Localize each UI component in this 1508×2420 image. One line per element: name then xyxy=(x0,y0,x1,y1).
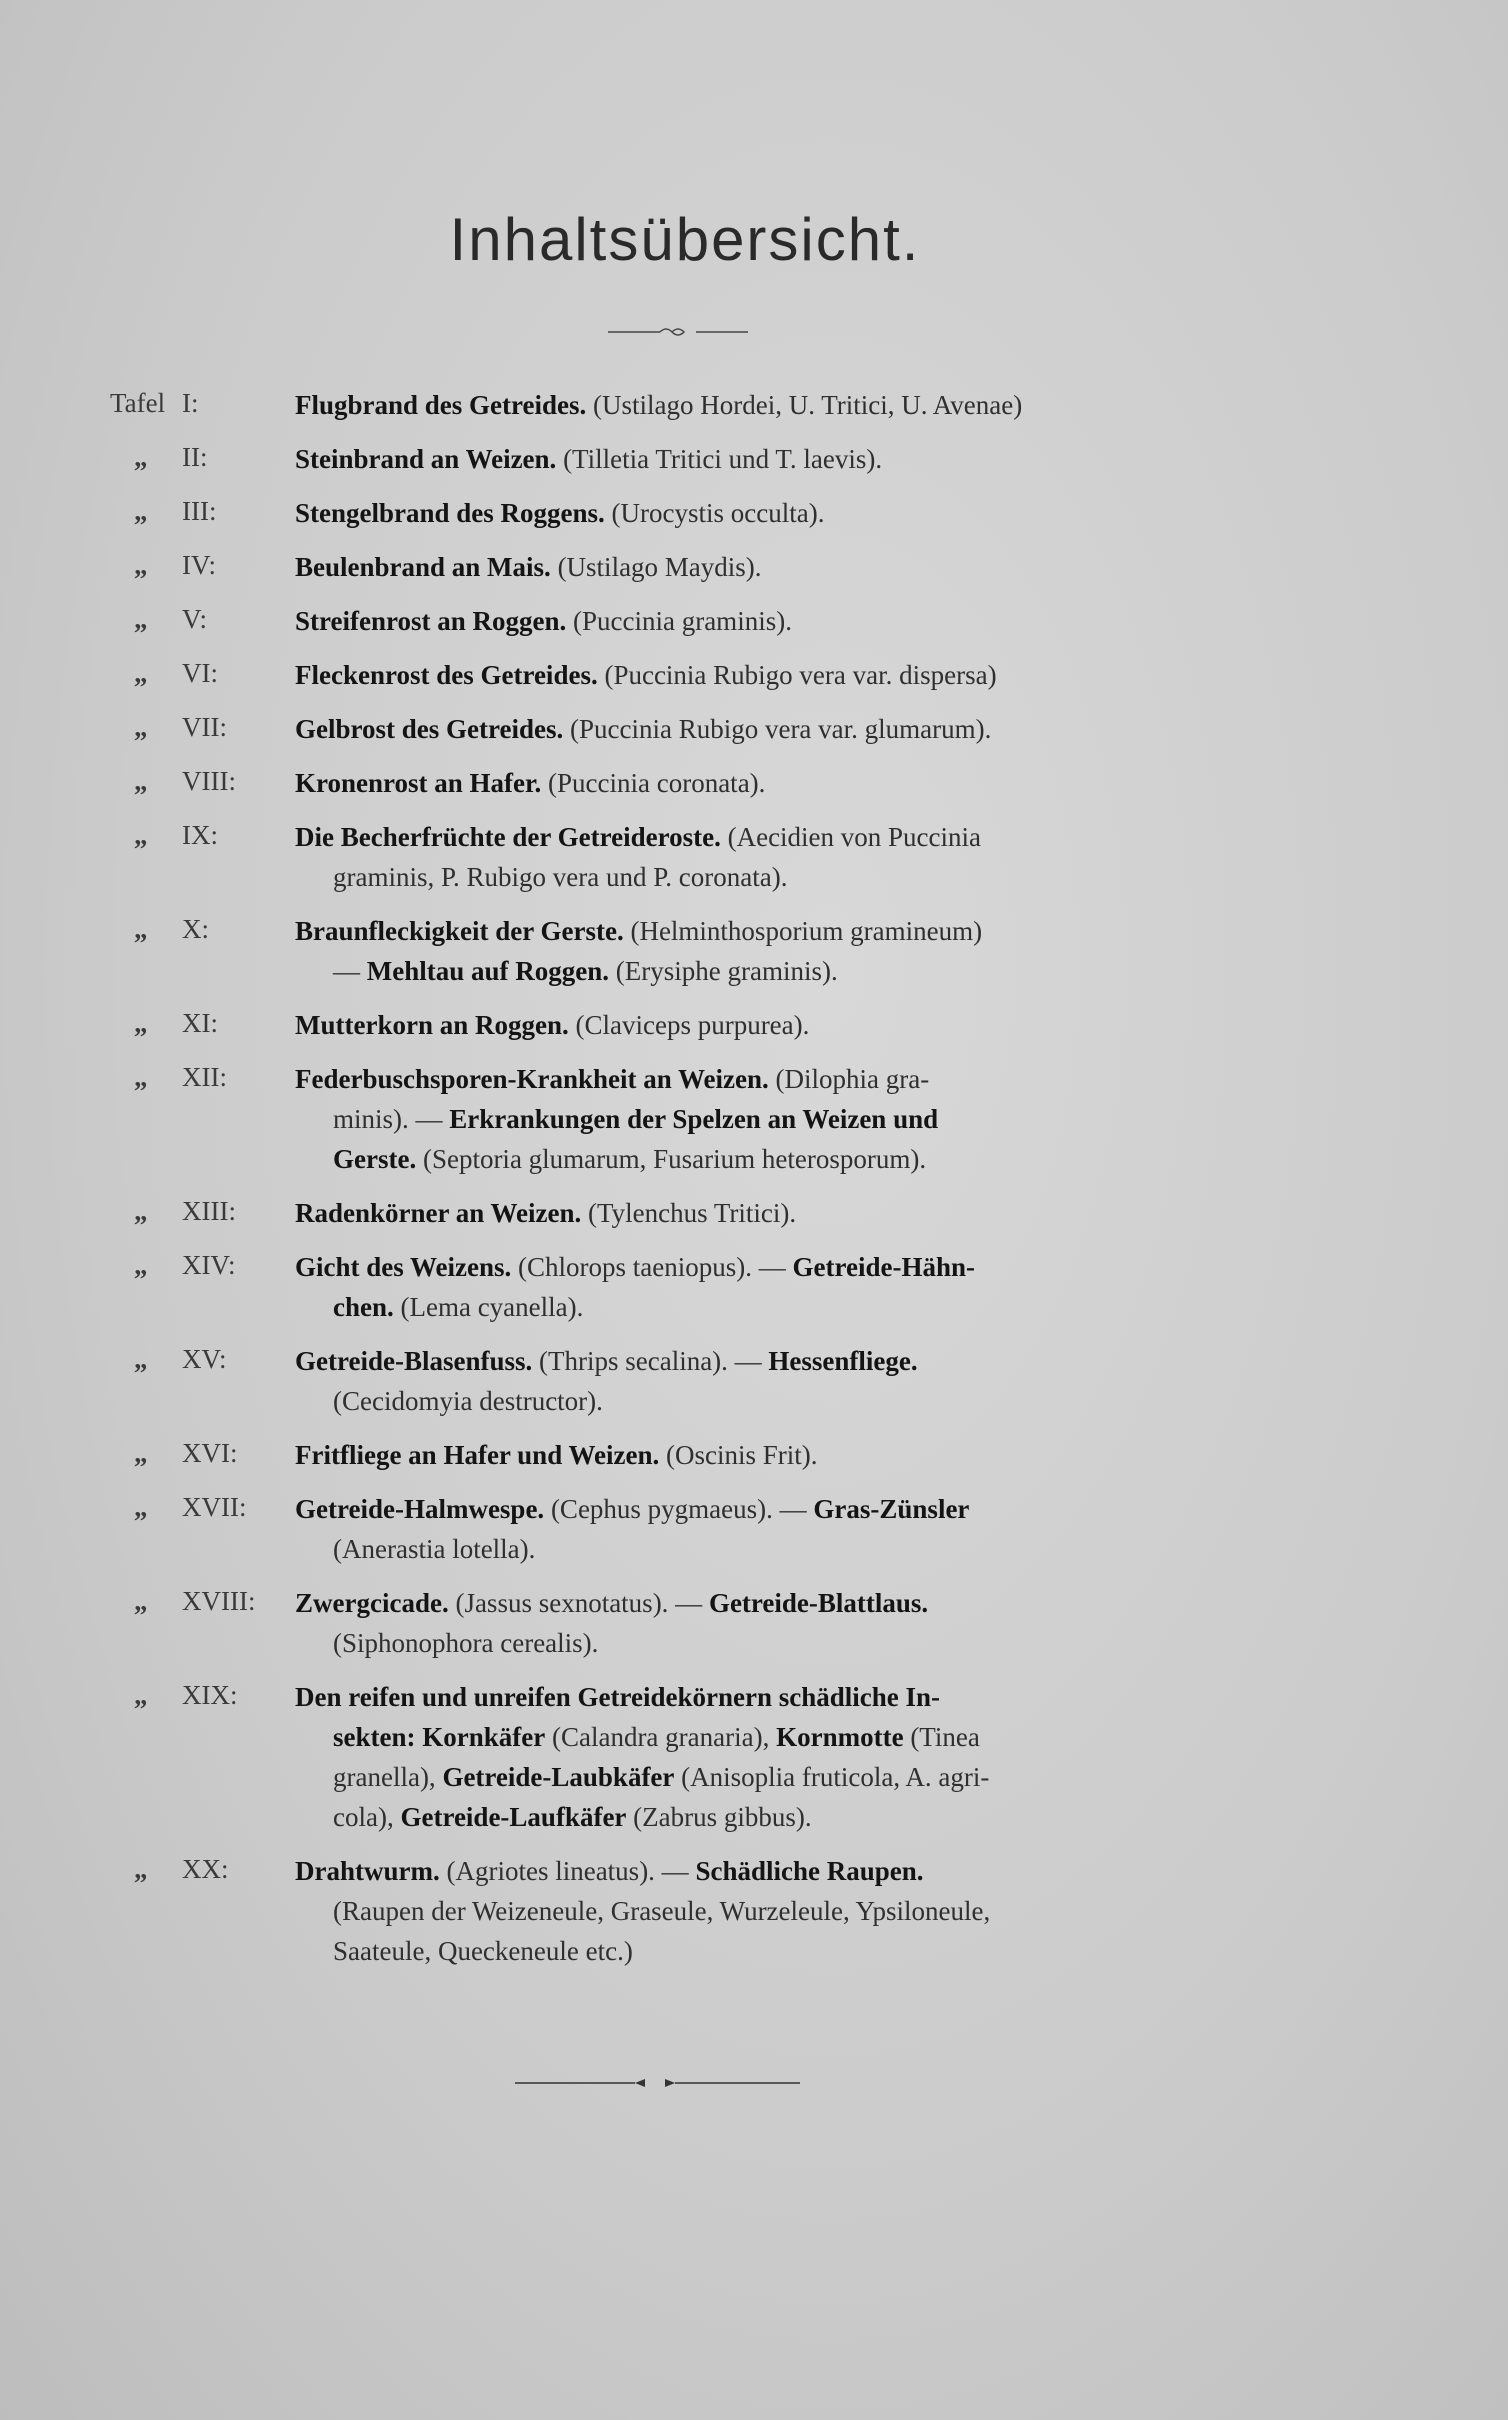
plate-roman-numeral: XIII: xyxy=(182,1196,236,1226)
ditto-mark: „ xyxy=(134,1680,148,1710)
entry-detail: (Zabrus gibbus). xyxy=(626,1802,812,1832)
ditto-mark: „ xyxy=(134,712,148,742)
entry-line xyxy=(295,1529,1260,1569)
entry-detail: — xyxy=(333,956,367,986)
toc-entry xyxy=(110,601,1260,641)
entry-heading: Flugbrand des Getreides. xyxy=(295,390,587,420)
plate-number xyxy=(110,493,280,529)
entry-detail: (Anisoplia fruticola, A. agri- xyxy=(674,1762,990,1792)
toc-entry xyxy=(110,1677,1260,1837)
entry-heading: chen. xyxy=(333,1292,394,1322)
toc-entry xyxy=(110,1247,1260,1327)
entry-text xyxy=(295,1583,1260,1663)
entry-line xyxy=(295,1677,1260,1717)
entry-heading: Hessenfliege. xyxy=(768,1346,918,1376)
entry-heading: Braunfleckigkeit der Gerste. xyxy=(295,916,624,946)
entry-heading: Mutterkorn an Roggen. xyxy=(295,1010,569,1040)
plate-number xyxy=(110,1193,280,1229)
table-of-contents xyxy=(110,385,1260,1971)
entry-text xyxy=(295,493,1260,533)
entry-line xyxy=(295,493,1260,533)
entry-detail: (Lema cyanella). xyxy=(393,1292,584,1322)
entry-detail: (Dilophia gra- xyxy=(768,1064,930,1094)
plate-roman-numeral: XVII: xyxy=(182,1492,247,1522)
plate-roman-numeral: XX: xyxy=(182,1854,229,1884)
ditto-mark: „ xyxy=(134,442,148,472)
ditto-mark: „ xyxy=(134,1586,148,1616)
plate-roman-numeral: XII: xyxy=(182,1062,227,1092)
entry-detail: (Puccinia Rubigo vera var. glumarum). xyxy=(563,714,992,744)
entry-heading: Stengelbrand des Roggens. xyxy=(295,498,605,528)
entry-detail: (Cephus pygmaeus). — xyxy=(544,1494,814,1524)
entry-detail: granella), xyxy=(333,1762,443,1792)
entry-detail: (Erysiphe graminis). xyxy=(609,956,838,986)
plate-number xyxy=(110,911,280,947)
plate-number xyxy=(110,1247,280,1283)
entry-heading: Drahtwurm. xyxy=(295,1856,440,1886)
entry-detail: (Thrips secalina). — xyxy=(532,1346,769,1376)
entry-heading: Getreide-Laubkäfer xyxy=(442,1762,675,1792)
toc-entry xyxy=(110,1059,1260,1179)
entry-detail: (Agriotes lineatus). — xyxy=(439,1856,696,1886)
plate-roman-numeral: VII: xyxy=(182,712,227,742)
entry-line xyxy=(295,439,1260,479)
plate-number xyxy=(110,1341,280,1377)
entry-line xyxy=(295,857,1260,897)
ditto-mark: „ xyxy=(134,1062,148,1092)
ditto-mark: „ xyxy=(134,550,148,580)
entry-line xyxy=(295,1099,1260,1139)
entry-line xyxy=(295,1931,1260,1971)
toc-entry xyxy=(110,709,1260,749)
entry-heading: Beulenbrand an Mais. xyxy=(295,552,551,582)
entry-detail: cola), xyxy=(333,1802,401,1832)
entry-heading: Die Becherfrüchte der Getreideroste. xyxy=(295,822,721,852)
entry-line xyxy=(295,1851,1260,1891)
toc-entry xyxy=(110,911,1260,991)
ditto-mark: „ xyxy=(134,1344,148,1374)
entry-line xyxy=(295,1435,1260,1475)
plate-number xyxy=(110,547,280,583)
plate-number xyxy=(110,1583,280,1619)
toc-entry xyxy=(110,655,1260,695)
plate-roman-numeral: XV: xyxy=(182,1344,227,1374)
toc-entry xyxy=(110,493,1260,533)
toc-entry xyxy=(110,1005,1260,1045)
entry-detail: (Puccinia graminis). xyxy=(566,606,792,636)
ditto-mark: „ xyxy=(134,1196,148,1226)
entry-heading: Zwergcicade. xyxy=(295,1588,449,1618)
entry-heading: Getreide-Blasenfuss. xyxy=(295,1346,533,1376)
end-ornament xyxy=(515,2073,800,2093)
entry-text xyxy=(295,1193,1260,1233)
toc-entry xyxy=(110,763,1260,803)
entry-heading: Getreide-Halmwespe. xyxy=(295,1494,545,1524)
entry-line xyxy=(295,1717,1260,1757)
entry-line xyxy=(295,1583,1260,1623)
toc-entry xyxy=(110,1341,1260,1421)
entry-line xyxy=(295,911,1260,951)
entry-text xyxy=(295,817,1260,897)
entry-detail: (Chlorops taeniopus). — xyxy=(511,1252,793,1282)
entry-heading: Gelbrost des Getreides. xyxy=(295,714,564,744)
entry-line xyxy=(295,385,1260,425)
entry-text xyxy=(295,1341,1260,1421)
entry-detail: (Aecidien von Puccinia xyxy=(720,822,982,852)
plate-roman-numeral: IV: xyxy=(182,550,216,580)
entry-line xyxy=(295,1287,1260,1327)
entry-text xyxy=(295,1851,1260,1971)
tafel-label: Tafel xyxy=(110,388,166,418)
plate-number xyxy=(110,1005,280,1041)
entry-line xyxy=(295,1247,1260,1287)
plate-number xyxy=(110,1059,280,1095)
entry-text xyxy=(295,1247,1260,1327)
entry-heading: Streifenrost an Roggen. xyxy=(295,606,567,636)
toc-entry xyxy=(110,1489,1260,1569)
entry-line xyxy=(295,1797,1260,1837)
entry-detail: Saateule, Queckeneule etc.) xyxy=(333,1936,633,1966)
toc-entry xyxy=(110,439,1260,479)
entry-text xyxy=(295,911,1260,991)
entry-line xyxy=(295,1623,1260,1663)
plate-roman-numeral: X: xyxy=(182,914,209,944)
plate-roman-numeral: VIII: xyxy=(182,766,236,796)
plate-number xyxy=(110,817,280,853)
entry-detail: (Helminthosporium gramineum) xyxy=(623,916,983,946)
entry-text xyxy=(295,385,1260,425)
entry-line xyxy=(295,1757,1260,1797)
entry-detail: (Tilletia Tritici und T. laevis). xyxy=(556,444,883,474)
plate-number xyxy=(110,1851,280,1887)
entry-line xyxy=(295,763,1260,803)
entry-line xyxy=(295,951,1260,991)
entry-detail: (Tinea xyxy=(903,1722,980,1752)
ditto-mark: „ xyxy=(134,820,148,850)
entry-detail: (Jassus sexnotatus). — xyxy=(448,1588,709,1618)
entry-detail: (Anerastia lotella). xyxy=(333,1534,536,1564)
ditto-mark: „ xyxy=(134,766,148,796)
entry-text xyxy=(295,601,1260,641)
plate-number xyxy=(110,385,280,421)
plate-number xyxy=(110,439,280,475)
entry-line xyxy=(295,601,1260,641)
ditto-mark: „ xyxy=(134,1492,148,1522)
entry-heading: Kronenrost an Hafer. xyxy=(295,768,542,798)
toc-entry xyxy=(110,547,1260,587)
entry-text xyxy=(295,709,1260,749)
ditto-mark: „ xyxy=(134,496,148,526)
entry-detail: (Calandra granaria), xyxy=(545,1722,777,1752)
plate-roman-numeral: I: xyxy=(182,388,199,418)
toc-entry xyxy=(110,1193,1260,1233)
entry-text xyxy=(295,1435,1260,1475)
entry-line xyxy=(295,1193,1260,1233)
entry-line xyxy=(295,1341,1260,1381)
plate-number xyxy=(110,1677,280,1713)
plate-number xyxy=(110,655,280,691)
plate-roman-numeral: VI: xyxy=(182,658,218,688)
entry-heading: Radenkörner an Weizen. xyxy=(295,1198,582,1228)
toc-entry xyxy=(110,1851,1260,1971)
plate-roman-numeral: V: xyxy=(182,604,207,634)
plate-roman-numeral: III: xyxy=(182,496,217,526)
entry-line xyxy=(295,1059,1260,1099)
entry-text xyxy=(295,1005,1260,1045)
plate-roman-numeral: IX: xyxy=(182,820,218,850)
entry-heading: Kornmotte xyxy=(776,1722,904,1752)
plate-roman-numeral: XVIII: xyxy=(182,1586,256,1616)
page-title: Inhaltsübersicht. xyxy=(449,206,921,273)
entry-detail: (Siphonophora cerealis). xyxy=(333,1628,599,1658)
ditto-mark: „ xyxy=(134,604,148,634)
entry-heading: Getreide-Blattlaus. xyxy=(708,1588,929,1618)
entry-heading: Fleckenrost des Getreides. xyxy=(295,660,598,690)
entry-line xyxy=(295,817,1260,857)
plate-number xyxy=(110,1435,280,1471)
entry-detail: (Ustilago Hordei, U. Tritici, U. Avenae) xyxy=(586,390,1023,420)
entry-detail: (Puccinia Rubigo vera var. dispersa) xyxy=(597,660,997,690)
entry-line xyxy=(295,709,1260,749)
entry-text xyxy=(295,1059,1260,1179)
ditto-mark: „ xyxy=(134,914,148,944)
entry-detail: minis). — xyxy=(333,1104,450,1134)
entry-detail: graminis, P. Rubigo vera und P. coronata). xyxy=(333,862,788,892)
entry-heading: Federbuschsporen-Krankheit an Weizen. xyxy=(295,1064,769,1094)
entry-detail: (Raupen der Weizeneule, Graseule, Wurzeleule, Ypsiloneule, xyxy=(333,1896,991,1926)
entry-line xyxy=(295,1005,1260,1045)
ditto-mark: „ xyxy=(134,658,148,688)
entry-heading: Getreide-Laufkäfer xyxy=(400,1802,627,1832)
entry-detail: (Septoria glumarum, Fusarium heterosporum). xyxy=(416,1144,927,1174)
ditto-mark: „ xyxy=(134,1250,148,1280)
entry-line xyxy=(295,1381,1260,1421)
toc-entry xyxy=(110,385,1260,425)
plate-roman-numeral: XVI: xyxy=(182,1438,238,1468)
entry-detail: (Oscinis Frit). xyxy=(659,1440,818,1470)
entry-heading: Den reifen und unreifen Getreidekörnern schädliche In- xyxy=(295,1682,941,1712)
entry-text xyxy=(295,655,1260,695)
entry-line xyxy=(295,547,1260,587)
entry-line xyxy=(295,1489,1260,1529)
plate-roman-numeral: XI: xyxy=(182,1008,218,1038)
toc-entry xyxy=(110,817,1260,897)
entry-text xyxy=(295,1489,1260,1569)
entry-heading: Steinbrand an Weizen. xyxy=(295,444,557,474)
entry-heading: Gras-Zünsler xyxy=(813,1494,970,1524)
entry-text xyxy=(295,547,1260,587)
entry-heading: Schädliche Raupen. xyxy=(695,1856,924,1886)
entry-text xyxy=(295,1677,1260,1837)
entry-detail: (Puccinia coronata). xyxy=(541,768,766,798)
entry-detail: (Cecidomyia destructor). xyxy=(333,1386,603,1416)
ditto-mark: „ xyxy=(134,1854,148,1884)
toc-entry xyxy=(110,1583,1260,1663)
entry-heading: Gicht des Weizens. xyxy=(295,1252,512,1282)
plate-number xyxy=(110,709,280,745)
entry-heading: Gerste. xyxy=(333,1144,417,1174)
ditto-mark: „ xyxy=(134,1438,148,1468)
entry-text xyxy=(295,763,1260,803)
entry-heading: Getreide-Hähn- xyxy=(792,1252,975,1282)
entry-detail: (Ustilago Maydis). xyxy=(550,552,762,582)
plate-roman-numeral: XIV: xyxy=(182,1250,236,1280)
entry-line xyxy=(295,1891,1260,1931)
entry-detail: (Claviceps purpurea). xyxy=(568,1010,810,1040)
entry-detail: (Tylenchus Tritici). xyxy=(581,1198,797,1228)
entry-line xyxy=(295,655,1260,695)
plate-number xyxy=(110,763,280,799)
plate-roman-numeral: II: xyxy=(182,442,208,472)
entry-heading: sekten: Kornkäfer xyxy=(333,1722,546,1752)
entry-detail: (Urocystis occulta). xyxy=(604,498,825,528)
entry-heading: Mehltau auf Roggen. xyxy=(366,956,609,986)
ditto-mark: „ xyxy=(134,1008,148,1038)
entry-heading: Fritfliege an Hafer und Weizen. xyxy=(295,1440,660,1470)
entry-line xyxy=(295,1139,1260,1179)
entry-heading: Erkrankungen der Spelzen an Weizen und xyxy=(449,1104,939,1134)
entry-text xyxy=(295,439,1260,479)
plate-number xyxy=(110,1489,280,1525)
plate-number xyxy=(110,601,280,637)
title-ornament xyxy=(608,322,748,342)
toc-entry xyxy=(110,1435,1260,1475)
plate-roman-numeral: XIX: xyxy=(182,1680,238,1710)
